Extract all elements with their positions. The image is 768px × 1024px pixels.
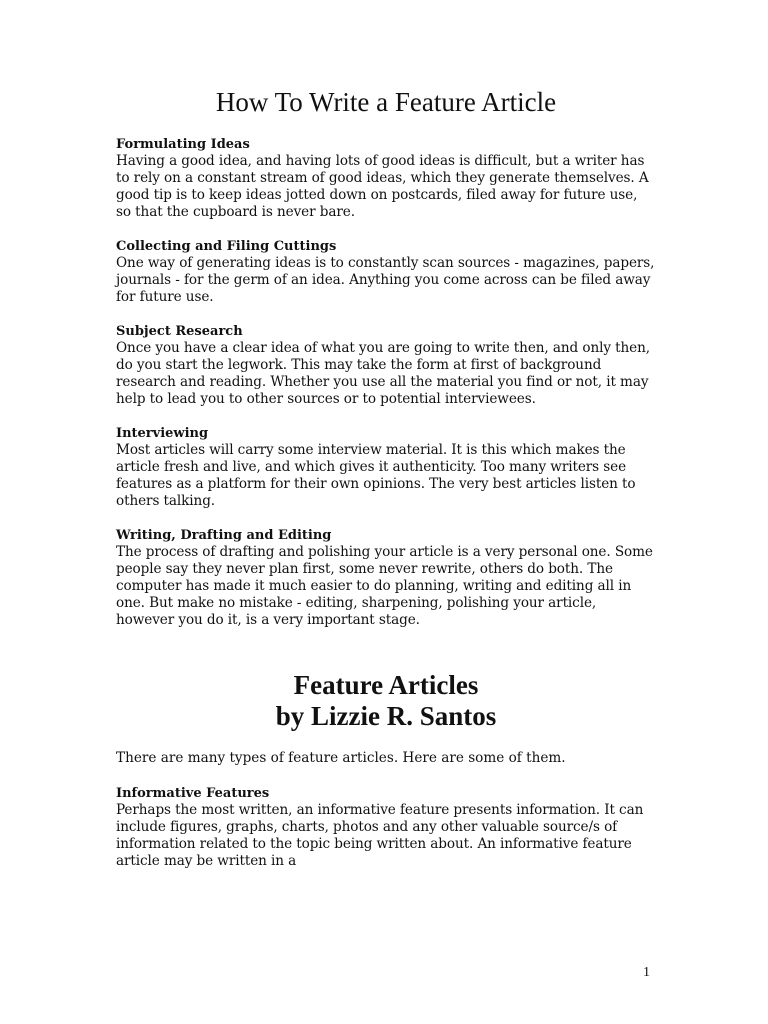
section-heading: Informative Features bbox=[116, 786, 270, 801]
page-number: 1 bbox=[643, 965, 650, 980]
section-body: Having a good idea, and having lots of good ideas is difficult, but a writer has to rely on a constant stream of good ideas, which they generate themselves. A good tip is to keep ideas jotted down on postcards, filed away for future use, so that the cupboard is never bare. bbox=[116, 153, 649, 220]
second-title bbox=[116, 670, 656, 732]
section-formulating-ideas bbox=[116, 136, 656, 221]
section-body: The process of drafting and polishing your article is a very personal one. Some people say they never plan first, some never rewrite, others do both. The computer has made it much easier to do planning, writing and editing all in one. But make no mistake - editing, sharpening, polishing your article, however you do it, is a very important stage. bbox=[116, 544, 653, 628]
section-writing-drafting bbox=[116, 527, 656, 629]
section-body: Perhaps the most written, an informative feature presents information. It can include figures, graphs, charts, photos and any other valuable source/s of information related to the topic being written about. An informative feature article may be written in a bbox=[116, 802, 644, 869]
section-interviewing bbox=[116, 425, 656, 510]
document-title: How To Write a Feature Article bbox=[215, 87, 557, 117]
second-title-line1: Feature Articles bbox=[293, 670, 479, 700]
section-body: Once you have a clear idea of what you are going to write then, and only then, do you start the legwork. This may take the form at first of background research and reading. Whether you use all the material you find or not, it may help to lead you to other sources or to potential interviewees. bbox=[116, 340, 650, 407]
section-collecting-cuttings bbox=[116, 238, 656, 306]
section-heading: Writing, Drafting and Editing bbox=[116, 528, 332, 543]
section-heading: Interviewing bbox=[116, 426, 209, 441]
document-page bbox=[116, 80, 656, 887]
section-subject-research bbox=[116, 323, 656, 408]
section-body: Most articles will carry some interview material. It is this which makes the article fresh and live, and which gives it authenticity. Too many writers see features as a platform for their own opinions. The very best articles listen to others talking. bbox=[116, 442, 636, 509]
intro-paragraph: There are many types of feature articles. Here are some of them. bbox=[116, 750, 566, 766]
section-informative-features bbox=[116, 785, 656, 870]
second-title-line2: by Lizzie R. Santos bbox=[275, 701, 497, 731]
section-heading: Formulating Ideas bbox=[116, 137, 250, 152]
section-heading: Collecting and Filing Cuttings bbox=[116, 239, 337, 254]
section-heading: Subject Research bbox=[116, 324, 243, 339]
section-body: One way of generating ideas is to constantly scan sources - magazines, papers, journals - for the germ of an idea. Anything you come across can be filed away for future use. bbox=[116, 255, 655, 305]
